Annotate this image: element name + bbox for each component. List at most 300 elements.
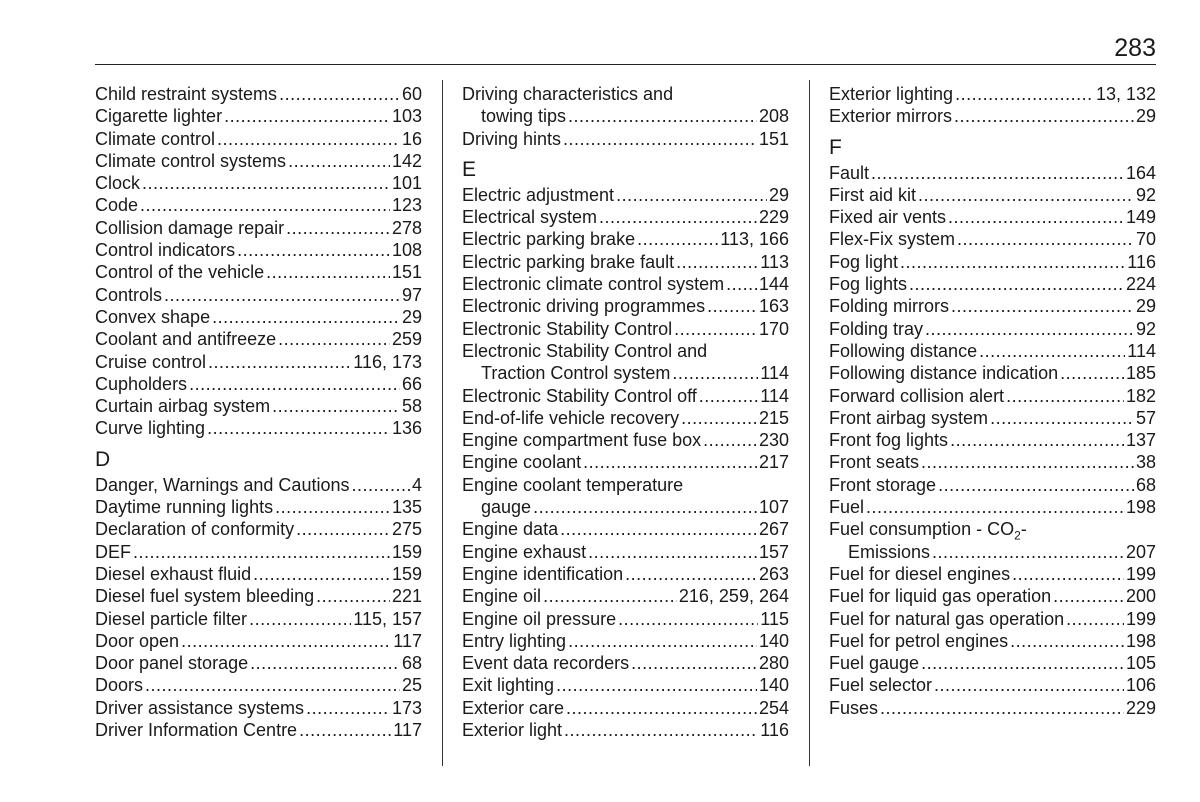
- index-entry-page: 16: [401, 128, 422, 149]
- leader-dots: [616, 184, 767, 206]
- index-entry-page: 230: [758, 430, 789, 451]
- leader-dots: [533, 496, 757, 518]
- index-entry-term: Diesel particle filter: [95, 608, 248, 629]
- index-entry: [829, 273, 1156, 295]
- index-entry-page: 259: [391, 329, 422, 350]
- index-entry-page: 115: [760, 608, 789, 629]
- leader-dots: [181, 630, 391, 652]
- index-entry: [462, 451, 789, 473]
- leader-dots: [726, 273, 757, 295]
- index-entry: [462, 563, 789, 585]
- index-entry-term: Engine identification: [462, 563, 624, 584]
- index-entry-page: 58: [401, 396, 422, 417]
- index-entry-page: 207: [1125, 541, 1156, 562]
- index-entry-page: 215: [758, 407, 789, 428]
- index-entry-term: Front storage: [829, 474, 937, 495]
- leader-dots: [164, 284, 400, 306]
- leader-dots: [556, 674, 757, 696]
- index-entry-term: Climate control systems: [95, 150, 287, 171]
- index-entry: [462, 496, 789, 518]
- index-entry: [462, 697, 789, 719]
- index-entry: [829, 674, 1156, 696]
- subscript: 2: [1014, 528, 1021, 543]
- index-entry-page: 157: [758, 541, 789, 562]
- leader-dots: [278, 328, 390, 350]
- index-entry: [95, 563, 422, 585]
- index-entry-page: 149: [1125, 207, 1156, 228]
- index-entry: [95, 105, 422, 127]
- index-entry: [829, 563, 1156, 585]
- leader-dots: [950, 429, 1124, 451]
- leader-dots: [921, 451, 1134, 473]
- index-group-f: [829, 563, 1156, 719]
- leader-dots: [599, 206, 757, 228]
- index-entry: [95, 351, 422, 373]
- leader-dots: [249, 608, 351, 630]
- index-entry-page: 144: [758, 274, 789, 295]
- index-entry: [829, 697, 1156, 719]
- leader-dots: [316, 585, 390, 607]
- index-entry-page: 182: [1125, 385, 1156, 406]
- index-entry-term: Daytime running lights: [95, 497, 274, 518]
- index-column-1: [95, 83, 422, 741]
- index-entry: [829, 474, 1156, 496]
- index-entry-page: 68: [1135, 474, 1156, 495]
- index-entry: [462, 105, 789, 127]
- index-entry-page: 198: [1125, 497, 1156, 518]
- index-entry: [829, 162, 1156, 184]
- index-entry: [462, 295, 789, 317]
- index-entry-term: Electric parking brake fault: [462, 251, 675, 272]
- index-letter-e: E: [462, 157, 477, 181]
- leader-dots: [672, 362, 758, 384]
- leader-dots: [707, 295, 757, 317]
- leader-dots: [625, 563, 757, 585]
- leader-dots: [880, 697, 1124, 719]
- index-entry-term: Driving characteristics and: [462, 84, 674, 104]
- leader-dots: [955, 83, 1094, 105]
- index-entry-page: 25: [401, 675, 422, 696]
- leader-dots: [351, 474, 410, 496]
- leader-dots: [934, 674, 1124, 696]
- leader-dots: [266, 261, 390, 283]
- index-entry: [95, 83, 422, 105]
- index-entry-page: 185: [1125, 363, 1156, 384]
- index-entry-term: Electronic Stability Control and: [462, 340, 708, 361]
- leader-dots: [212, 306, 400, 328]
- index-entry-term: Fuel for petrol engines: [829, 630, 1009, 651]
- leader-dots: [208, 351, 351, 373]
- index-entry-term: Exit lighting: [462, 675, 555, 696]
- index-entry-term: Collision damage repair: [95, 217, 285, 238]
- index-entry-term: Exterior light: [462, 720, 563, 741]
- index-entry-page: 114: [1127, 340, 1156, 361]
- index-entry-term: Clock: [95, 173, 141, 194]
- leader-dots: [207, 417, 390, 439]
- leader-dots: [674, 318, 757, 340]
- index-entry: [95, 128, 422, 150]
- index-entry-term: Electronic Stability Control off: [462, 385, 697, 406]
- index-entry-term: Fault: [829, 162, 870, 183]
- index-entry-term: Cruise control: [95, 351, 207, 372]
- index-entry-term: Code: [95, 195, 139, 216]
- index-entry-page: 66: [401, 373, 422, 394]
- index-entry-term: Diesel fuel system bleeding: [95, 586, 315, 607]
- index-entry: [829, 385, 1156, 407]
- index-entry: [462, 429, 789, 451]
- column-divider: [442, 80, 443, 766]
- index-entry-page: 200: [1125, 586, 1156, 607]
- index-entry-term: Folding tray: [829, 318, 924, 339]
- leader-dots: [237, 239, 390, 261]
- index-entry-term: Controls: [95, 284, 163, 305]
- index-entry-term: Folding mirrors: [829, 296, 950, 317]
- leader-dots: [909, 273, 1124, 295]
- index-entry: [829, 652, 1156, 674]
- index-entry-term: Electronic climate control system: [462, 274, 725, 295]
- leader-dots: [568, 630, 757, 652]
- index-entry: [95, 585, 422, 607]
- header-rule: [95, 64, 1156, 65]
- index-entry-page: 142: [391, 150, 422, 171]
- index-entry-term: gauge: [481, 497, 532, 518]
- index-entry-page: 163: [758, 296, 789, 317]
- index-entry-page: 173: [391, 697, 422, 718]
- index-entry-term: First aid kit: [829, 184, 917, 205]
- leader-dots: [1006, 385, 1124, 407]
- index-entry: [95, 172, 422, 194]
- index-entry-page: 38: [1135, 452, 1156, 473]
- index-entry-term: Fixed air vents: [829, 207, 947, 228]
- index-entry-page: 92: [1135, 318, 1156, 339]
- index-entry-term: Forward collision alert: [829, 385, 1005, 406]
- leader-dots: [618, 608, 758, 630]
- index-entry-page: 29: [768, 184, 789, 205]
- leader-dots: [925, 318, 1134, 340]
- index-entry-term: Engine data: [462, 519, 559, 540]
- index-entry: [462, 608, 789, 630]
- index-entry-term: Front fog lights: [829, 430, 949, 451]
- index-entry: [462, 407, 789, 429]
- index-entry-term: DEF: [95, 541, 131, 562]
- index-entry: [829, 518, 1156, 543]
- index-entry-term: Engine oil: [462, 586, 542, 607]
- index-entry-term: Driver assistance systems: [95, 697, 305, 718]
- index-entry: [829, 451, 1156, 473]
- leader-dots: [142, 172, 390, 194]
- index-entry: [95, 474, 422, 496]
- index-entry-page: 97: [401, 284, 422, 305]
- index-group-e: [462, 385, 789, 474]
- index-letter-f: F: [829, 135, 842, 159]
- index-entry: [829, 340, 1156, 362]
- index-entry: [829, 206, 1156, 228]
- leader-dots: [217, 128, 400, 150]
- index-entry-term: Traction Control system: [481, 363, 671, 384]
- leader-dots: [979, 340, 1125, 362]
- leader-dots: [140, 194, 390, 216]
- index-entry-page: 57: [1135, 407, 1156, 428]
- index-entry: [462, 652, 789, 674]
- index-entry-page: 159: [391, 563, 422, 584]
- index-entry-page: 164: [1125, 162, 1156, 183]
- index-entry: [462, 318, 789, 340]
- leader-dots: [250, 652, 400, 674]
- leader-dots: [563, 128, 757, 150]
- index-entry-page: 278: [391, 217, 422, 238]
- index-entry-term: Engine coolant temperature: [462, 474, 684, 495]
- leader-dots: [253, 563, 390, 585]
- index-entry-page: 117: [393, 630, 422, 651]
- index-entry: [462, 518, 789, 540]
- leader-dots: [918, 184, 1134, 206]
- index-entry-page: 13, 132: [1095, 84, 1156, 104]
- index-entry: [829, 105, 1156, 127]
- leader-dots: [306, 697, 390, 719]
- index-entry: [462, 474, 789, 496]
- index-entry-term: Electronic driving programmes: [462, 296, 706, 317]
- index-entry-page: 68: [401, 653, 422, 674]
- index-entry: [95, 496, 422, 518]
- leader-dots: [560, 518, 757, 540]
- index-entry: [462, 541, 789, 563]
- leader-dots: [948, 206, 1124, 228]
- index-entry-term: Entry lighting: [462, 630, 567, 651]
- index-entry-page: 199: [1125, 563, 1156, 584]
- index-entry: [95, 150, 422, 172]
- index-entry-term: Engine oil pressure: [462, 608, 617, 629]
- index-entry: [462, 83, 789, 105]
- index-entry-term: Declaration of conformity: [95, 519, 295, 540]
- leader-dots: [900, 251, 1125, 273]
- index-entry-term: Convex shape: [95, 306, 211, 327]
- index-entry-page: 217: [758, 452, 789, 473]
- index-entry-term: Fog lights: [829, 274, 908, 295]
- index-entry-page: 254: [758, 697, 789, 718]
- column-divider: [809, 80, 810, 766]
- index-entry-page: 106: [1125, 675, 1156, 696]
- leader-dots: [189, 373, 400, 395]
- index-group-f: [829, 162, 1156, 519]
- index-entry: [829, 541, 1156, 563]
- index-entry: [462, 674, 789, 696]
- index-entry-term: Exterior mirrors: [829, 106, 953, 127]
- leader-dots: [703, 429, 757, 451]
- index-entry-term: Fuses: [829, 697, 879, 718]
- index-entry: [829, 630, 1156, 652]
- leader-dots: [568, 105, 757, 127]
- index-entry-page: 114: [760, 363, 789, 384]
- index-entry: [95, 697, 422, 719]
- index-entry: [95, 630, 422, 652]
- index-entry-page: 136: [391, 418, 422, 439]
- index-entry-page: 199: [1125, 608, 1156, 629]
- index-entry: [95, 608, 422, 630]
- index-entry-page: 151: [758, 128, 789, 149]
- leader-dots: [1010, 630, 1124, 652]
- index-entry-term: Fuel for diesel engines: [829, 563, 1011, 584]
- index-entry-term: Driving hints: [462, 128, 562, 149]
- leader-dots: [272, 395, 400, 417]
- index-entry-term: Engine coolant: [462, 452, 582, 473]
- leader-dots: [676, 251, 758, 273]
- index-entry: [95, 194, 422, 216]
- index-entry-page: 229: [1125, 697, 1156, 718]
- index-entry: [95, 261, 422, 283]
- index-entry-page: 105: [1125, 653, 1156, 674]
- index-column-3: [829, 83, 1156, 719]
- index-entry: [462, 273, 789, 295]
- index-entry-page: 4: [411, 474, 422, 495]
- index-entry-term: Following distance indication: [829, 363, 1059, 384]
- index-entry-term: Following distance: [829, 340, 978, 361]
- index-entry-page: 198: [1125, 630, 1156, 651]
- index-entry-page: 116: [760, 720, 789, 741]
- index-entry-page: 267: [758, 519, 789, 540]
- index-entry: [462, 630, 789, 652]
- index-entry-term: Engine compartment fuse box: [462, 430, 702, 451]
- index-entry-page: 60: [401, 84, 422, 104]
- index-entry-term: Cigarette lighter: [95, 106, 223, 127]
- index-entry: [95, 328, 422, 350]
- index-group-c: [95, 83, 422, 440]
- index-group-e: [462, 518, 789, 741]
- index-entry-page: 151: [391, 262, 422, 283]
- leader-dots: [1066, 608, 1124, 630]
- leader-dots: [954, 105, 1134, 127]
- index-entry-term: Fuel gauge: [829, 653, 920, 674]
- index-entry: [95, 395, 422, 417]
- leader-dots: [588, 541, 757, 563]
- index-entry: [462, 340, 789, 362]
- index-entry-page: 107: [758, 497, 789, 518]
- leader-dots: [583, 451, 757, 473]
- index-entry-term: Child restraint systems: [95, 84, 278, 104]
- index-entry-page: 29: [1135, 296, 1156, 317]
- index-entry-term: Event data recorders: [462, 653, 630, 674]
- leader-dots: [224, 105, 390, 127]
- index-entry: [462, 385, 789, 407]
- index-entry: [95, 719, 422, 741]
- leader-dots: [296, 518, 390, 540]
- index-entry: [95, 541, 422, 563]
- index-entry: [829, 362, 1156, 384]
- index-column-2: [462, 83, 789, 741]
- index-entry-term: Coolant and antifreeze: [95, 329, 277, 350]
- index-entry-page: 116, 173: [353, 351, 422, 372]
- leader-dots: [1053, 585, 1124, 607]
- index-entry-term: Front seats: [829, 452, 920, 473]
- leader-dots: [275, 496, 390, 518]
- leader-dots: [1060, 362, 1124, 384]
- index-entry: [829, 429, 1156, 451]
- index-entry: [462, 228, 789, 250]
- index-entry-page: 113: [760, 251, 789, 272]
- leader-dots: [286, 217, 390, 239]
- leader-dots: [631, 652, 757, 674]
- leader-dots: [932, 541, 1124, 563]
- index-entry-term: Diesel exhaust fluid: [95, 563, 252, 584]
- index-entry-page: 140: [758, 630, 789, 651]
- index-entry-term: [829, 519, 1027, 543]
- index-entry: [95, 652, 422, 674]
- leader-dots: [299, 719, 391, 741]
- leader-dots: [951, 295, 1134, 317]
- index-entry-page: 221: [391, 586, 422, 607]
- index-entry: [462, 184, 789, 206]
- index-entry-page: 224: [1125, 274, 1156, 295]
- index-entry-term: Emissions: [848, 541, 931, 562]
- leader-dots: [1012, 563, 1124, 585]
- leader-dots: [543, 585, 677, 607]
- index-entry-term: Danger, Warnings and Cautions: [95, 474, 350, 495]
- leader-dots: [279, 83, 400, 105]
- index-entry: [829, 318, 1156, 340]
- index-entry-term: Door open: [95, 630, 180, 651]
- index-entry: [829, 608, 1156, 630]
- index-entry-page: 114: [760, 385, 789, 406]
- leader-dots: [637, 228, 718, 250]
- index-entry: [462, 206, 789, 228]
- index-entry-page: 275: [391, 519, 422, 540]
- index-entry-term: Fog light: [829, 251, 899, 272]
- page-number: 283: [1114, 34, 1156, 62]
- index-entry: [829, 585, 1156, 607]
- leader-dots: [990, 407, 1134, 429]
- index-entry-term: Driver Information Centre: [95, 720, 298, 741]
- index-entry-page: 137: [1125, 430, 1156, 451]
- index-entry-term: Climate control: [95, 128, 216, 149]
- index-entry-page: 208: [758, 106, 789, 127]
- index-entry: [95, 417, 422, 439]
- index-group-e: [829, 83, 1156, 128]
- index-entry-term: Exterior care: [462, 697, 565, 718]
- index-entry-term: Electronic Stability Control: [462, 318, 673, 339]
- index-entry-page: 70: [1135, 229, 1156, 250]
- index-entry-term: Control indicators: [95, 240, 236, 261]
- index-entry: [829, 251, 1156, 273]
- leader-dots: [921, 652, 1124, 674]
- index-entry: [829, 295, 1156, 317]
- index-entry: [829, 407, 1156, 429]
- index-entry-term: Fuel for liquid gas operation: [829, 586, 1052, 607]
- index-entry-term-part: -: [1020, 519, 1027, 540]
- index-group-e: [462, 184, 789, 340]
- index-entry-term: Curtain airbag system: [95, 396, 271, 417]
- index-entry-page: 159: [391, 541, 422, 562]
- leader-dots: [938, 474, 1134, 496]
- index-entry-page: 29: [1135, 106, 1156, 127]
- index-entry: [95, 373, 422, 395]
- leader-dots: [681, 407, 757, 429]
- index-entry-page: 216, 259, 264: [678, 586, 789, 607]
- leader-dots: [866, 496, 1124, 518]
- index-group-d: [95, 474, 422, 742]
- index-entry-page: 229: [758, 207, 789, 228]
- index-entry-term: Door panel storage: [95, 653, 249, 674]
- leader-dots: [145, 674, 400, 696]
- index-entry-page: 115, 157: [353, 608, 422, 629]
- leader-dots: [957, 228, 1134, 250]
- index-letter-d: D: [95, 447, 111, 471]
- index-entry-page: 92: [1135, 184, 1156, 205]
- index-entry-term: Control of the vehicle: [95, 262, 265, 283]
- index-entry-term: Electric adjustment: [462, 184, 615, 205]
- index-entry-page: 135: [391, 497, 422, 518]
- index-entry-page: 263: [758, 563, 789, 584]
- index-entry: [462, 585, 789, 607]
- index-entry: [829, 184, 1156, 206]
